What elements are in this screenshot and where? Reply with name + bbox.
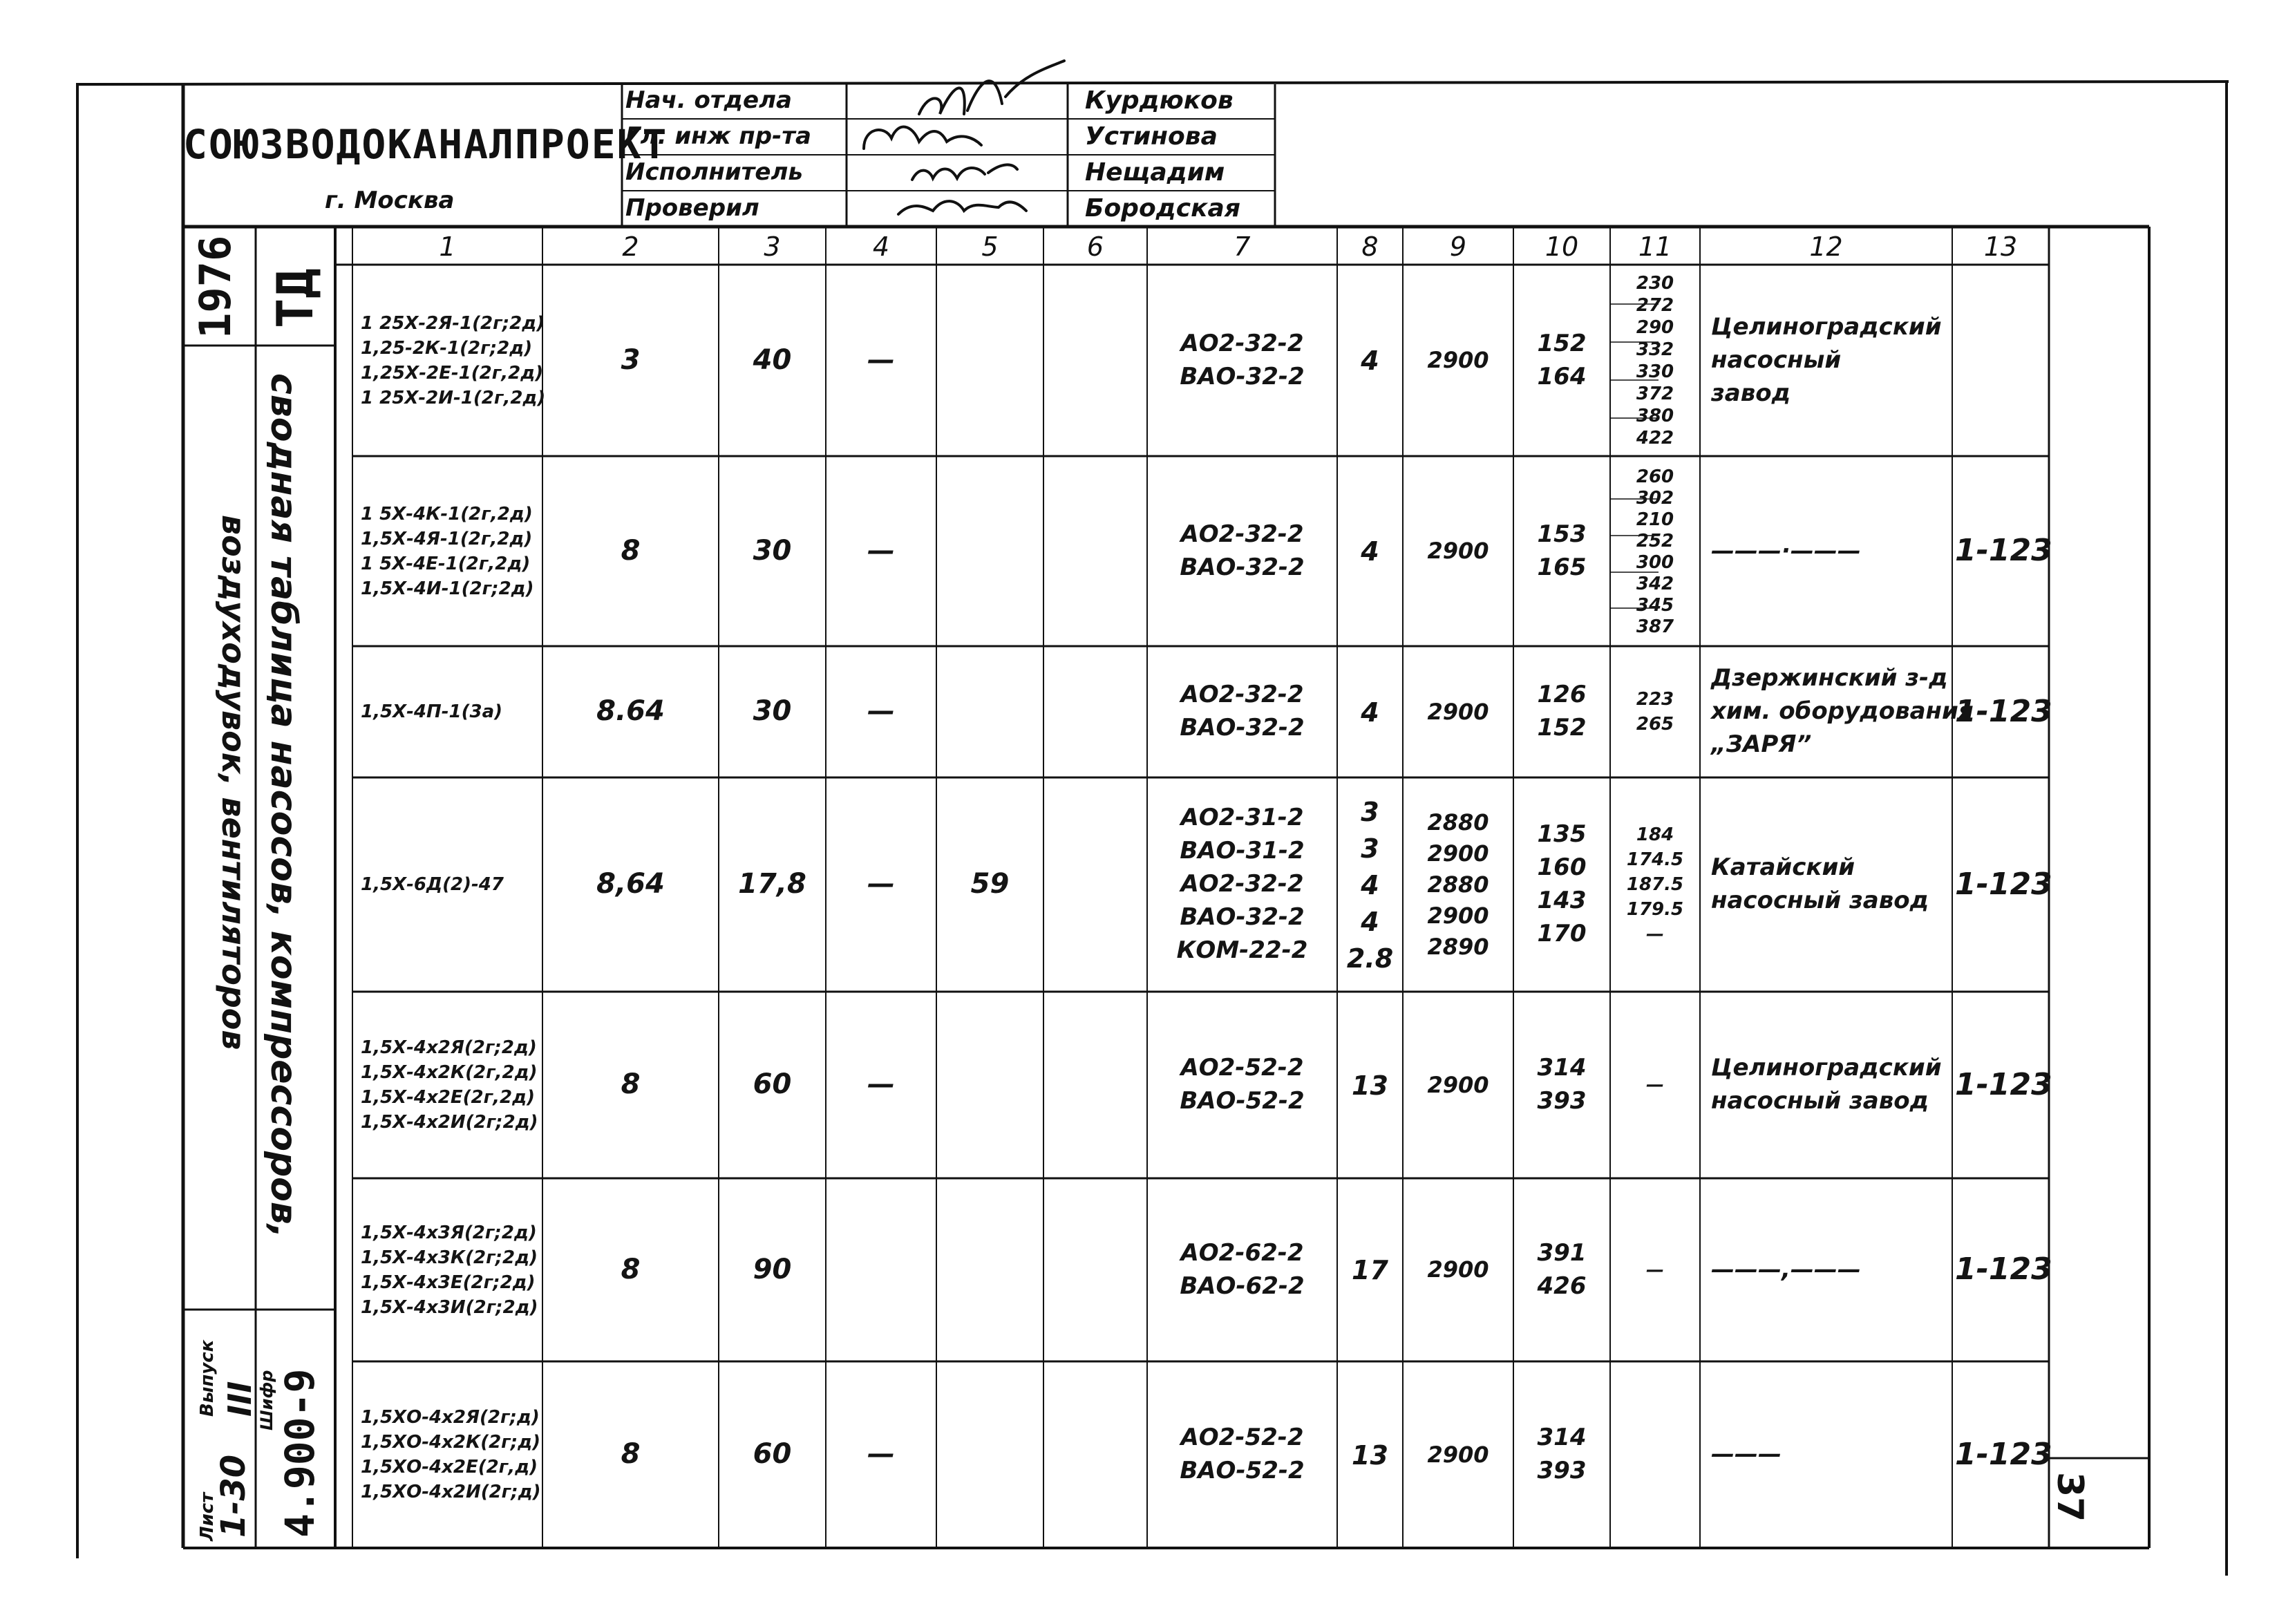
sheet-value: 1-30 <box>214 1454 253 1538</box>
cell-c1-row1-line4: 1 25Х-2И-1(2г,2д) <box>361 388 546 408</box>
cell-c4-row7: — <box>867 1438 895 1470</box>
col-header-11: 11 <box>1638 232 1672 262</box>
cell-c8-row4-line3: 4 <box>1361 870 1379 900</box>
sign-name-3: Нещадим <box>1085 158 1225 187</box>
cell-c11-row3-line1: 223 <box>1636 689 1674 710</box>
cell-c11-row4-line4: 179.5 <box>1626 899 1684 920</box>
cell-c9-row2-line1: 2900 <box>1427 538 1489 564</box>
cell-c9-row4-line1: 2880 <box>1427 809 1489 835</box>
cell-c9-row6-line1: 2900 <box>1427 1256 1489 1283</box>
cell-c8-row4-line1: 3 <box>1361 797 1379 827</box>
cell-c11-row4-line3: 187.5 <box>1626 874 1684 895</box>
cell-c7-row4-line1: АО2-31-2 <box>1180 804 1304 831</box>
cell-c8-row1-line1: 4 <box>1361 346 1379 376</box>
cell-c9-row4-line4: 2900 <box>1427 903 1489 929</box>
cell-c1-row7-line3: 1,5ХО-4х2Е(2г,д) <box>361 1457 538 1477</box>
cell-c3-row1: 40 <box>753 344 792 376</box>
cell-c1-row1-line2: 1,25-2К-1(2г;2д) <box>361 338 533 359</box>
cell-c10-row4-line1: 135 <box>1537 820 1587 848</box>
cell-c1-row1-line1: 1 25Х-2Я-1(2г;2д) <box>361 313 545 334</box>
cell-c8-row4-line2: 3 <box>1361 833 1379 864</box>
cell-c1-row2-line2: 1,5Х-4Я-1(2г,2д) <box>361 529 533 549</box>
cell-c7-row4-line3: АО2-32-2 <box>1180 870 1304 898</box>
cell-c1-row7-line1: 1,5ХО-4х2Я(2г;д) <box>361 1407 540 1428</box>
cell-c13-row2: 1-123 <box>1955 533 2052 568</box>
cell-c1-row1-line3: 1,25Х-2Е-1(2г,2д) <box>361 363 544 384</box>
cell-c8-row3-line1: 4 <box>1361 697 1379 728</box>
sign-role-3: Исполнитель <box>625 158 803 186</box>
cell-c1-row3-line1: 1,5Х-4П-1(3а) <box>361 701 503 722</box>
cell-c8-row4-line4: 4 <box>1361 907 1379 937</box>
cell-c10-row1-line1: 152 <box>1537 330 1587 357</box>
cell-c7-row6-line2: ВАО-62-2 <box>1180 1272 1305 1300</box>
cell-c11-row2-line4: 252 <box>1636 531 1674 551</box>
cell-c11-row2-line2: 302 <box>1636 488 1674 509</box>
cell-c11-row1-line6: 372 <box>1636 384 1674 404</box>
cell-c12-row1-line3: завод <box>1711 379 1791 407</box>
cell-c10-row6-line1: 391 <box>1537 1239 1587 1267</box>
sign-name-4: Бородская <box>1085 194 1240 223</box>
cell-c12-row4-line2: насосный завод <box>1711 887 1929 914</box>
cell-c1-row5-line1: 1,5Х-4х2Я(2г;2д) <box>361 1037 537 1058</box>
cell-c11-row1-line1: 230 <box>1636 273 1674 294</box>
cell-c7-row3-line1: АО2-32-2 <box>1180 681 1304 708</box>
col-header-1: 1 <box>439 232 456 262</box>
cell-c3-row2: 30 <box>753 535 792 567</box>
cell-c8-row7-line1: 13 <box>1352 1440 1388 1471</box>
cell-c8-row2-line1: 4 <box>1361 536 1379 567</box>
cell-c13-row7: 1-123 <box>1955 1437 2052 1472</box>
cell-c11-row2-line7: 345 <box>1636 595 1674 616</box>
cell-c3-row3: 30 <box>753 695 792 727</box>
col-header-6: 6 <box>1086 232 1104 262</box>
cell-c10-row4-line2: 160 <box>1537 853 1587 881</box>
cell-c10-row4-line4: 170 <box>1537 920 1587 947</box>
cell-c13-row6: 1-123 <box>1955 1252 2052 1287</box>
cell-c3-row6: 90 <box>753 1254 792 1285</box>
cell-c1-row5-line2: 1,5Х-4х2К(2г,2д) <box>361 1062 538 1083</box>
cell-c1-row6-line3: 1,5Х-4х3Е(2г;2д) <box>361 1272 536 1293</box>
cell-c1-row6-line2: 1,5Х-4х3К(2г;2д) <box>361 1247 538 1268</box>
col-header-7: 7 <box>1234 232 1251 262</box>
cell-c12-row3-line2: хим. оборудования <box>1711 697 1974 725</box>
cell-c13-row4: 1-123 <box>1955 867 2052 902</box>
col-header-4: 4 <box>872 232 890 262</box>
col-header-5: 5 <box>981 232 999 262</box>
cell-c7-row1-line2: ВАО-32-2 <box>1180 363 1305 390</box>
album-label: Шифр <box>257 1370 276 1431</box>
cell-c10-row5-line1: 314 <box>1537 1054 1587 1082</box>
cell-c11-row2-line6: 342 <box>1636 574 1674 594</box>
cell-c12-row4-line1: Катайский <box>1711 853 1855 881</box>
cell-c9-row3-line1: 2900 <box>1427 699 1489 725</box>
cell-c2-row5: 8 <box>621 1068 641 1100</box>
cell-c4-row3: — <box>867 695 895 727</box>
cell-c11-row2-line3: 210 <box>1636 509 1674 530</box>
cell-c10-row2-line2: 165 <box>1537 554 1587 581</box>
cell-c11-row4-line2: 174.5 <box>1626 849 1684 870</box>
sign-role-1: Нач. отдела <box>625 86 792 114</box>
cell-c7-row2-line2: ВАО-32-2 <box>1180 554 1305 581</box>
cell-c11-row2-line1: 260 <box>1636 466 1674 487</box>
cell-c11-row5-line1: — <box>1646 1075 1664 1095</box>
cell-c10-row4-line3: 143 <box>1537 887 1587 914</box>
cell-c12-row3-line3: „ЗАРЯ” <box>1711 730 1812 758</box>
cell-c11-row2-line5: 300 <box>1636 552 1674 573</box>
cell-c11-row1-line3: 290 <box>1636 317 1674 338</box>
sheet-title-line1: сводная таблица насосов, компрессоров, <box>263 373 304 1238</box>
cell-c12-row6-line1: ———,——— <box>1711 1256 1861 1283</box>
cell-c10-row6-line2: 426 <box>1537 1272 1587 1300</box>
sign-role-4: Проверил <box>625 194 759 222</box>
cell-c2-row1: 3 <box>621 344 641 376</box>
cell-c1-row2-line1: 1 5Х-4К-1(2г,2д) <box>361 504 533 525</box>
cell-c1-row5-line3: 1,5Х-4х2Е(2г,2д) <box>361 1087 536 1108</box>
cell-c1-row6-line4: 1,5Х-4х3И(2г;2д) <box>361 1297 538 1318</box>
cell-c10-row7-line1: 314 <box>1537 1424 1587 1451</box>
cell-c7-row3-line2: ВАО-32-2 <box>1180 714 1305 742</box>
cell-c12-row7-line1: ——— <box>1711 1440 1782 1468</box>
page-number: 37 <box>2049 1472 2090 1522</box>
cell-c4-row2: — <box>867 535 895 567</box>
cell-c1-row6-line1: 1,5Х-4х3Я(2г;2д) <box>361 1222 537 1243</box>
cell-c3-row7: 60 <box>753 1438 792 1470</box>
cell-c9-row4-line3: 2880 <box>1427 871 1489 898</box>
issue-label: Выпуск <box>197 1339 218 1417</box>
cell-c11-row1-line8: 422 <box>1636 428 1674 449</box>
cell-c12-row5-line1: Целиноградский <box>1711 1054 1942 1082</box>
cell-c7-row5-line1: АО2-52-2 <box>1180 1054 1304 1082</box>
cell-c10-row2-line1: 153 <box>1537 520 1587 548</box>
cell-c2-row4: 8,64 <box>596 868 665 900</box>
cell-c7-row7-line1: АО2-52-2 <box>1180 1424 1304 1451</box>
cell-c9-row7-line1: 2900 <box>1427 1442 1489 1468</box>
cell-c3-row5: 60 <box>753 1068 792 1100</box>
cell-c11-row6-line1: — <box>1646 1260 1664 1281</box>
cell-c2-row6: 8 <box>621 1254 641 1285</box>
organization-name: СОЮЗВОДОКАНАЛПРОЕКТ <box>183 121 668 168</box>
sign-name-2: Устинова <box>1085 122 1218 151</box>
col-header-10: 10 <box>1544 232 1579 262</box>
sheet-label: Лист <box>197 1492 218 1541</box>
cell-c7-row7-line2: ВАО-52-2 <box>1180 1457 1305 1484</box>
cell-c7-row4-line4: ВАО-32-2 <box>1180 903 1305 931</box>
col-header-9: 9 <box>1449 232 1467 262</box>
cell-c10-row5-line2: 393 <box>1537 1087 1587 1115</box>
cell-c4-row1: — <box>867 344 895 376</box>
series-code: ТД <box>266 268 324 328</box>
cell-c4-row4: — <box>867 868 895 900</box>
cell-c7-row2-line1: АО2-32-2 <box>1180 520 1304 548</box>
cell-c4-row5: — <box>867 1068 895 1100</box>
cell-c5-row4: 59 <box>970 868 1010 900</box>
cell-c1-row5-line4: 1,5Х-4х2И(2г;2д) <box>361 1112 538 1133</box>
cell-c11-row1-line2: 272 <box>1636 295 1674 316</box>
album-value: 4.900-9 <box>276 1368 323 1538</box>
cell-c7-row4-line2: ВАО-31-2 <box>1180 837 1305 865</box>
cell-c2-row3: 8.64 <box>596 695 665 727</box>
cell-c8-row4-line5: 2.8 <box>1346 943 1394 974</box>
cell-c9-row1-line1: 2900 <box>1427 347 1489 373</box>
cell-c7-row1-line1: АО2-32-2 <box>1180 330 1304 357</box>
cell-c1-row4-line1: 1,5Х-6Д(2)-47 <box>361 874 504 895</box>
cell-c9-row5-line1: 2900 <box>1427 1072 1489 1098</box>
cell-c13-row5: 1-123 <box>1955 1067 2052 1102</box>
cell-c1-row2-line4: 1,5Х-4И-1(2г;2д) <box>361 578 534 599</box>
cell-c12-row1-line2: насосный <box>1711 346 1842 374</box>
sheet-title-line2: воздуходувок, вентиляторов <box>215 515 252 1050</box>
cell-c10-row3-line1: 126 <box>1537 681 1587 708</box>
city-label: г. Москва <box>325 187 455 214</box>
cell-c3-row4: 17,8 <box>738 868 806 900</box>
cell-c10-row1-line2: 164 <box>1537 363 1587 390</box>
cell-c1-row7-line4: 1,5ХО-4х2И(2г;д) <box>361 1482 541 1502</box>
cell-c11-row1-line4: 332 <box>1636 339 1674 360</box>
cell-c10-row7-line2: 393 <box>1537 1457 1587 1484</box>
cell-c11-row2-line8: 387 <box>1636 616 1674 637</box>
cell-c1-row7-line2: 1,5ХО-4х2К(2г;д) <box>361 1432 541 1453</box>
year-label: 1976 <box>190 235 240 339</box>
cell-c12-row2-line1: ———·——— <box>1711 537 1861 565</box>
cell-c13-row3: 1-123 <box>1955 694 2052 729</box>
cell-c11-row1-line5: 330 <box>1636 361 1674 382</box>
cell-c8-row5-line1: 13 <box>1352 1070 1388 1101</box>
cell-c11-row1-line7: 380 <box>1636 406 1674 426</box>
col-header-12: 12 <box>1809 232 1843 262</box>
cell-c7-row6-line1: АО2-62-2 <box>1180 1239 1304 1267</box>
cell-c7-row4-line5: КОМ-22-2 <box>1176 936 1308 964</box>
cell-c12-row5-line2: насосный завод <box>1711 1087 1929 1115</box>
cell-c11-row4-line1: 184 <box>1636 824 1674 845</box>
sign-role-2: Гл. инж пр-та <box>625 122 811 150</box>
cell-c9-row4-line2: 2900 <box>1427 840 1489 867</box>
sign-name-1: Курдюков <box>1085 86 1234 115</box>
cell-c10-row3-line2: 152 <box>1537 714 1587 742</box>
cell-c2-row7: 8 <box>621 1438 641 1470</box>
cell-c1-row2-line3: 1 5Х-4Е-1(2г,2д) <box>361 554 531 574</box>
col-header-3: 3 <box>764 232 781 262</box>
cell-c12-row3-line1: Дзержинский з-д <box>1711 664 1948 692</box>
cell-c11-row3-line2: 265 <box>1636 714 1674 735</box>
cell-c11-row4-line5: — <box>1646 924 1664 945</box>
cell-c8-row6-line1: 17 <box>1352 1255 1388 1285</box>
col-header-8: 8 <box>1361 232 1379 262</box>
issue-value: III <box>221 1381 258 1417</box>
col-header-13: 13 <box>1983 232 2018 262</box>
cell-c7-row5-line2: ВАО-52-2 <box>1180 1087 1305 1115</box>
cell-c9-row4-line5: 2890 <box>1427 934 1489 960</box>
cell-c2-row2: 8 <box>621 535 641 567</box>
col-header-2: 2 <box>622 232 639 262</box>
cell-c12-row1-line1: Целиноградский <box>1711 313 1942 341</box>
